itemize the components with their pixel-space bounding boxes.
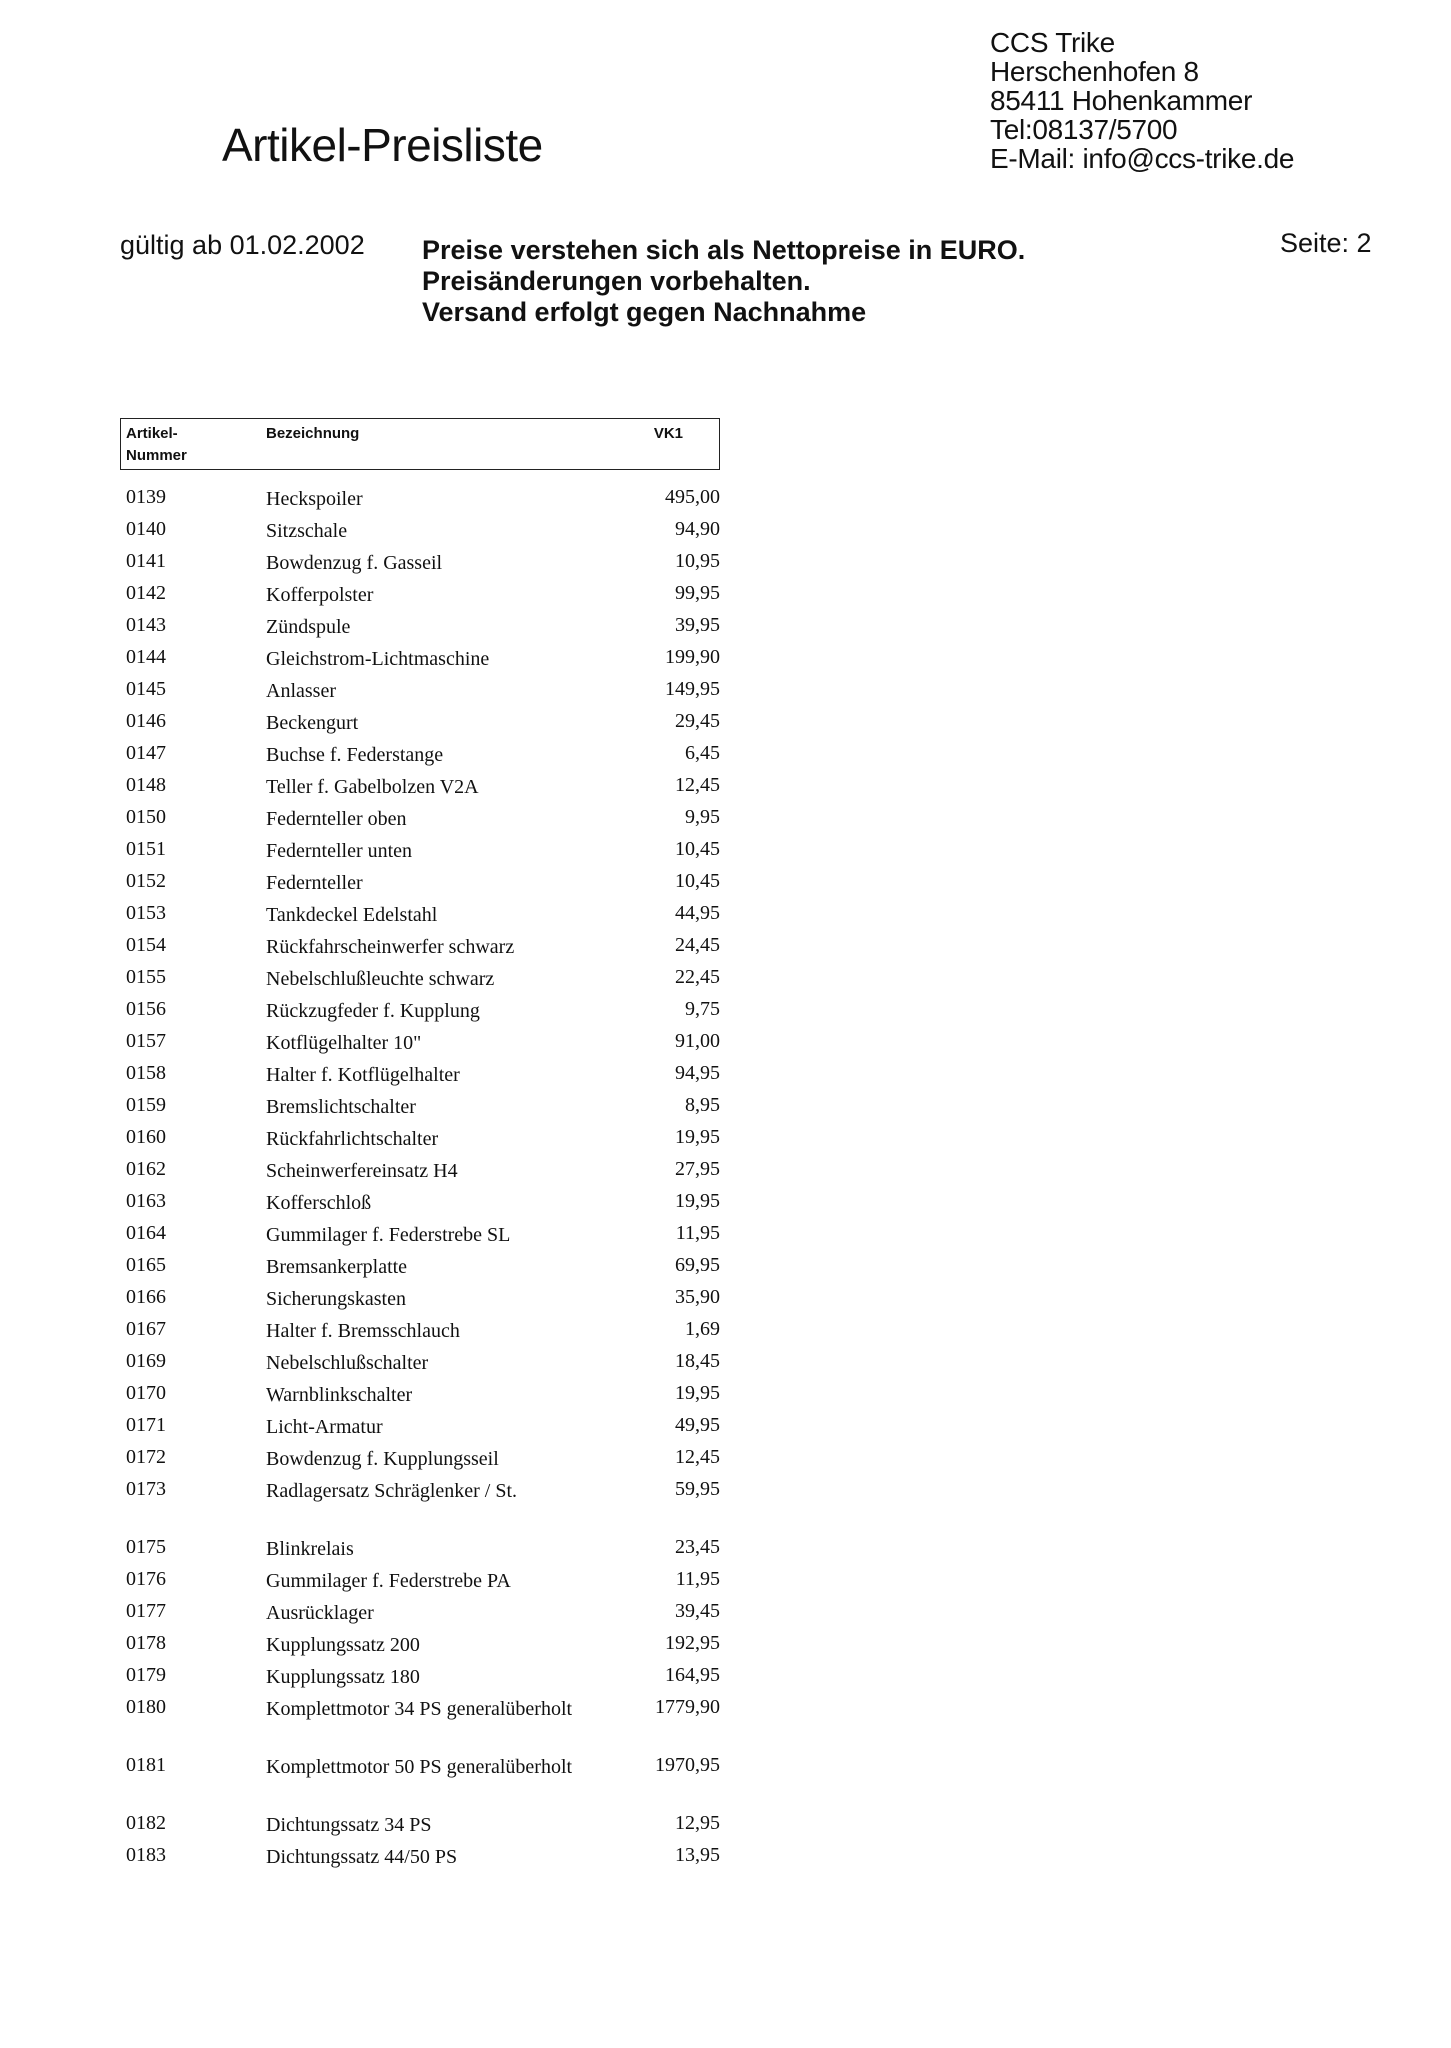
- article-description: Beckengurt: [266, 712, 359, 734]
- company-email: E-Mail: info@ccs-trike.de: [990, 143, 1295, 174]
- article-price: 199,90: [665, 646, 720, 668]
- article-description: Federnteller: [266, 872, 363, 894]
- article-number: 0173: [126, 1478, 166, 1500]
- article-number: 0141: [126, 550, 166, 572]
- article-number: 0175: [126, 1536, 166, 1558]
- table-header: [120, 418, 720, 470]
- article-number: 0163: [126, 1190, 166, 1212]
- article-description: Kofferpolster: [266, 584, 374, 606]
- table-row: [120, 1126, 725, 1158]
- article-description: Gleichstrom-Lichtmaschine: [266, 648, 490, 670]
- article-price: 69,95: [675, 1254, 720, 1276]
- article-number: 0153: [126, 902, 166, 924]
- article-price: 22,45: [675, 966, 720, 988]
- article-description: Zündspule: [266, 616, 351, 638]
- table-row: [120, 1536, 725, 1568]
- header-price: VK1: [653, 425, 683, 442]
- note-line-2: Preisänderungen vorbehalten.: [422, 266, 811, 296]
- article-price: 9,75: [685, 998, 720, 1020]
- article-number: 0179: [126, 1664, 166, 1686]
- article-description: Federnteller oben: [266, 808, 407, 830]
- article-description: Scheinwerfereinsatz H4: [266, 1160, 458, 1182]
- article-price: 99,95: [675, 582, 720, 604]
- table-row: [120, 1030, 725, 1062]
- table-row: [120, 582, 725, 614]
- table-row: [120, 1062, 725, 1094]
- article-price: 94,90: [675, 518, 720, 540]
- article-description: Bowdenzug f. Kupplungsseil: [266, 1448, 499, 1470]
- article-description: Kupplungssatz 180: [266, 1666, 420, 1688]
- article-price: 1970,95: [655, 1754, 720, 1776]
- table-row: [120, 1600, 725, 1632]
- article-number: 0159: [126, 1094, 166, 1116]
- table-row: [120, 1844, 725, 1876]
- article-price: 1779,90: [655, 1696, 720, 1718]
- article-price: 19,95: [675, 1382, 720, 1404]
- company-name: CCS Trike: [990, 27, 1115, 58]
- article-price: 24,45: [675, 934, 720, 956]
- article-description: Dichtungssatz 34 PS: [266, 1814, 432, 1836]
- page-title: Artikel-Preisliste: [222, 119, 543, 171]
- article-description: Kotflügelhalter 10": [266, 1032, 422, 1054]
- article-number: 0158: [126, 1062, 166, 1084]
- article-price: 10,45: [675, 870, 720, 892]
- article-number: 0157: [126, 1030, 166, 1052]
- article-description: Gummilager f. Federstrebe SL: [266, 1224, 511, 1246]
- article-price: 12,95: [675, 1812, 720, 1834]
- table-row: [120, 518, 725, 550]
- table-row: [120, 774, 725, 806]
- table-row: [120, 1664, 725, 1696]
- header-article-number: [126, 423, 187, 467]
- article-number: 0164: [126, 1222, 166, 1244]
- table-row: [120, 742, 725, 774]
- article-number: 0166: [126, 1286, 166, 1308]
- valid-from: gültig ab 01.02.2002: [120, 230, 365, 260]
- table-row: [120, 1318, 725, 1350]
- article-price: 8,95: [685, 1094, 720, 1116]
- article-number: 0144: [126, 646, 166, 668]
- table-row: [120, 1812, 725, 1844]
- table-row: [120, 678, 725, 710]
- article-description: Komplettmotor 50 PS generalüberholt: [266, 1756, 573, 1778]
- table-row: [120, 998, 725, 1030]
- header-article-number-line2: Nummer: [126, 447, 187, 464]
- article-price: 39,45: [675, 1600, 720, 1622]
- article-number: 0150: [126, 806, 166, 828]
- article-description: Teller f. Gabelbolzen V2A: [266, 776, 479, 798]
- page-number: Seite: 2: [1280, 228, 1372, 258]
- article-price: 23,45: [675, 1536, 720, 1558]
- article-description: Rückfahrlichtschalter: [266, 1128, 439, 1150]
- article-number: 0181: [126, 1754, 166, 1776]
- article-description: Ausrücklager: [266, 1602, 374, 1624]
- article-description: Heckspoiler: [266, 488, 363, 510]
- article-description: Bremslichtschalter: [266, 1096, 416, 1118]
- table-row: [120, 966, 725, 998]
- table-row: [120, 1696, 725, 1754]
- price-table-body: [120, 486, 725, 1876]
- company-city: 85411 Hohenkammer: [990, 85, 1253, 116]
- article-description: Licht-Armatur: [266, 1416, 383, 1438]
- header-description: Bezeichnung: [266, 425, 360, 442]
- article-number: 0139: [126, 486, 166, 508]
- article-description: Gummilager f. Federstrebe PA: [266, 1570, 511, 1592]
- article-number: 0177: [126, 1600, 166, 1622]
- article-price: 18,45: [675, 1350, 720, 1372]
- article-number: 0165: [126, 1254, 166, 1276]
- article-description: Komplettmotor 34 PS generalüberholt: [266, 1698, 573, 1720]
- article-number: 0140: [126, 518, 166, 540]
- table-row: [120, 1286, 725, 1318]
- article-number: 0145: [126, 678, 166, 700]
- article-price: 1,69: [685, 1318, 720, 1340]
- table-row: [120, 806, 725, 838]
- table-row: [120, 646, 725, 678]
- table-row: [120, 934, 725, 966]
- article-description: Rückfahrscheinwerfer schwarz: [266, 936, 515, 958]
- table-row: [120, 1446, 725, 1478]
- article-price: 6,45: [685, 742, 720, 764]
- article-description: Sitzschale: [266, 520, 348, 542]
- article-price: 49,95: [675, 1414, 720, 1436]
- article-number: 0152: [126, 870, 166, 892]
- table-row: [120, 870, 725, 902]
- article-price: 19,95: [675, 1126, 720, 1148]
- article-number: 0183: [126, 1844, 166, 1866]
- article-price: 11,95: [675, 1568, 720, 1590]
- table-row: [120, 1222, 725, 1254]
- article-price: 59,95: [675, 1478, 720, 1500]
- article-price: 44,95: [675, 902, 720, 924]
- table-row: [120, 902, 725, 934]
- article-price: 27,95: [675, 1158, 720, 1180]
- table-row: [120, 838, 725, 870]
- article-number: 0167: [126, 1318, 166, 1340]
- article-description: Rückzugfeder f. Kupplung: [266, 1000, 480, 1022]
- article-number: 0160: [126, 1126, 166, 1148]
- table-row: [120, 614, 725, 646]
- company-phone: Tel:08137/5700: [990, 114, 1178, 145]
- article-price: 91,00: [675, 1030, 720, 1052]
- article-number: 0151: [126, 838, 166, 860]
- article-description: Bremsankerplatte: [266, 1256, 408, 1278]
- article-price: 12,45: [675, 1446, 720, 1468]
- article-number: 0172: [126, 1446, 166, 1468]
- header-article-number-line1: Artikel-: [126, 425, 178, 442]
- table-row: [120, 1414, 725, 1446]
- table-row: [120, 1190, 725, 1222]
- article-number: 0142: [126, 582, 166, 604]
- article-number: 0143: [126, 614, 166, 636]
- article-price: 35,90: [675, 1286, 720, 1308]
- article-price: 94,95: [675, 1062, 720, 1084]
- article-number: 0156: [126, 998, 166, 1020]
- table-row: [120, 486, 725, 518]
- article-number: 0147: [126, 742, 166, 764]
- article-price: 164,95: [665, 1664, 720, 1686]
- article-price: 10,45: [675, 838, 720, 860]
- article-number: 0148: [126, 774, 166, 796]
- table-row: [120, 550, 725, 582]
- article-price: 29,45: [675, 710, 720, 732]
- article-price: 10,95: [675, 550, 720, 572]
- table-row: [120, 1632, 725, 1664]
- article-description: Tankdeckel Edelstahl: [266, 904, 438, 926]
- table-row: [120, 1094, 725, 1126]
- note-line-1: Preise verstehen sich als Nettopreise in EURO.: [422, 235, 1026, 265]
- table-row: [120, 1254, 725, 1286]
- article-description: Federnteller unten: [266, 840, 413, 862]
- article-price: 9,95: [685, 806, 720, 828]
- article-number: 0178: [126, 1632, 166, 1654]
- table-row: [120, 1382, 725, 1414]
- article-number: 0180: [126, 1696, 166, 1718]
- company-address: [990, 28, 1294, 173]
- article-description: Kupplungssatz 200: [266, 1634, 420, 1656]
- article-number: 0146: [126, 710, 166, 732]
- article-description: Sicherungskasten: [266, 1288, 406, 1310]
- company-street: Herschenhofen 8: [990, 56, 1199, 87]
- article-price: 192,95: [665, 1632, 720, 1654]
- table-row: [120, 1568, 725, 1600]
- article-description: Dichtungssatz 44/50 PS: [266, 1846, 458, 1868]
- price-notes: [422, 235, 1025, 328]
- article-price: 495,00: [665, 486, 720, 508]
- article-price: 12,45: [675, 774, 720, 796]
- article-description: Bowdenzug f. Gasseil: [266, 552, 443, 574]
- article-description: Nebelschlußschalter: [266, 1352, 429, 1374]
- article-price: 13,95: [675, 1844, 720, 1866]
- article-description: Blinkrelais: [266, 1538, 354, 1560]
- article-number: 0182: [126, 1812, 166, 1834]
- article-price: 19,95: [675, 1190, 720, 1212]
- article-description: Kofferschloß: [266, 1192, 372, 1214]
- article-number: 0162: [126, 1158, 166, 1180]
- table-row: [120, 1754, 725, 1812]
- article-number: 0154: [126, 934, 166, 956]
- note-line-3: Versand erfolgt gegen Nachnahme: [422, 297, 867, 327]
- article-number: 0169: [126, 1350, 166, 1372]
- article-number: 0155: [126, 966, 166, 988]
- article-price: 39,95: [675, 614, 720, 636]
- article-description: Warnblinkschalter: [266, 1384, 413, 1406]
- article-description: Buchse f. Federstange: [266, 744, 444, 766]
- table-row: [120, 1350, 725, 1382]
- article-number: 0171: [126, 1414, 166, 1436]
- article-price: 11,95: [675, 1222, 720, 1244]
- article-description: Halter f. Bremsschlauch: [266, 1320, 460, 1342]
- article-number: 0176: [126, 1568, 166, 1590]
- article-description: Anlasser: [266, 680, 336, 702]
- article-description: Halter f. Kotflügelhalter: [266, 1064, 460, 1086]
- table-row: [120, 710, 725, 742]
- article-description: Nebelschlußleuchte schwarz: [266, 968, 495, 990]
- article-number: 0170: [126, 1382, 166, 1404]
- table-row: [120, 1478, 725, 1536]
- table-row: [120, 1158, 725, 1190]
- article-price: 149,95: [665, 678, 720, 700]
- article-description: Radlagersatz Schräglenker / St.: [266, 1480, 518, 1502]
